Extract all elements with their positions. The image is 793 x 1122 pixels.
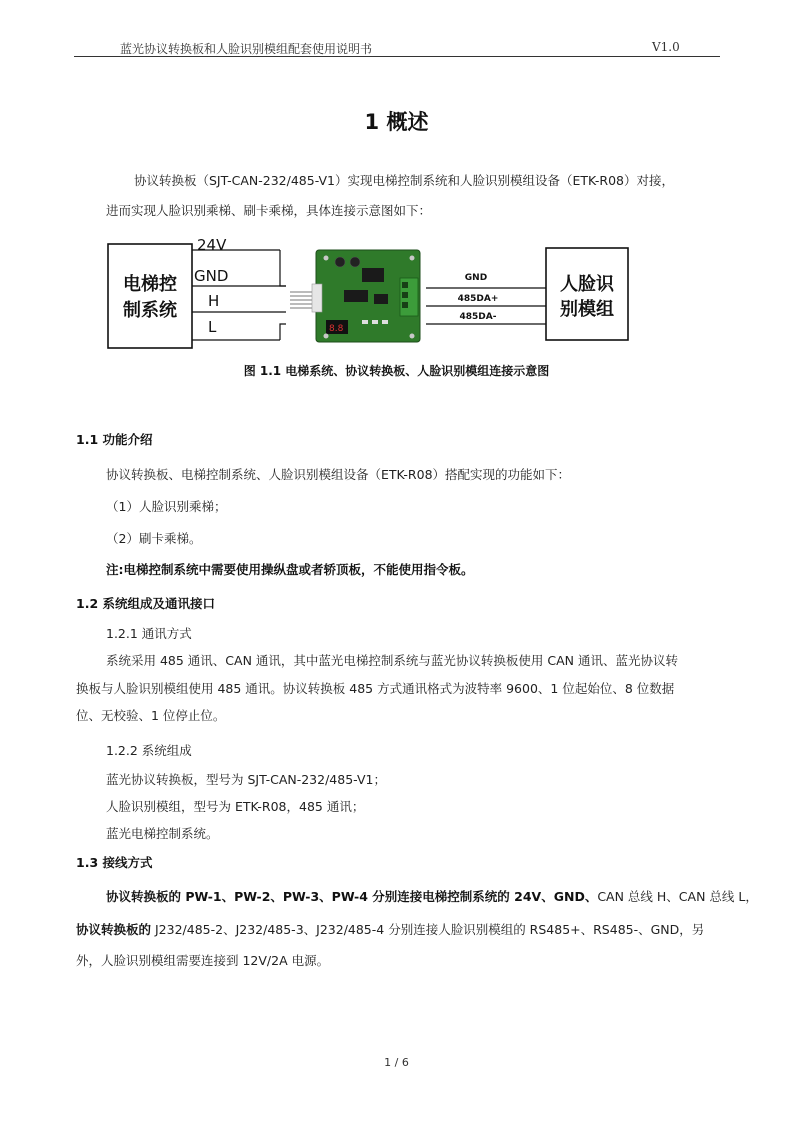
wire-label-l: L <box>208 318 217 336</box>
wire-label-485da-minus: 485DA- <box>459 312 497 322</box>
s11-item-2: （2）刷卡乘梯。 <box>106 531 202 546</box>
s12-component-3: 蓝光电梯控制系统。 <box>106 826 219 841</box>
connection-diagram <box>100 228 640 358</box>
wire-label-right-gnd: GND <box>464 273 488 283</box>
left-box-label-1: 电梯控 <box>123 274 177 295</box>
s12-p1-line1: 系统采用 485 通讯、CAN 通讯，其中蓝光电梯控制系统与蓝光协议转换板使用 CAN 通讯、蓝光协议转 <box>106 653 678 668</box>
svg-text:8.8: 8.8 <box>329 324 344 334</box>
s12-p1-line2: 换板与人脸识别模组使用 485 通讯。协议转换板 485 方式通讯格式为波特率 9600、1 位起始位、8 位数据 <box>76 681 675 696</box>
page-number: 1 / 6 <box>384 1056 409 1069</box>
wire-label-485da-plus: 485DA+ <box>457 294 499 304</box>
ribbon-connector <box>290 292 314 308</box>
elevator-control-box <box>108 244 192 348</box>
section-1-1-heading: 1.1 功能介绍 <box>76 432 153 447</box>
intro-line-2: 进而实现人脸识别乘梯、刷卡乘梯，具体连接示意图如下： <box>106 203 432 218</box>
s13-line-3: 外，人脸识别模组需要连接到 12V/2A 电源。 <box>76 953 330 968</box>
s12-p1-line3: 位、无校验、1 位停止位。 <box>76 708 226 723</box>
header-doc-title: 蓝光协议转换板和人脸识别模组配套使用说明书 <box>120 42 373 56</box>
s13-line-1-bold: 协议转换板的 PW-1、PW-2、PW-3、PW-4 分别连接电梯控制系统的 24V、GND、 <box>106 889 598 904</box>
right-box-label-2: 别模组 <box>560 299 614 320</box>
left-box-label-2: 制系统 <box>123 300 177 321</box>
section-1-2-heading: 1.2 系统组成及通讯接口 <box>76 596 215 611</box>
s13-line-2 <box>76 920 704 938</box>
section-1-3-heading: 1.3 接线方式 <box>76 855 153 870</box>
header-version: V1.0 <box>652 40 680 54</box>
s11-note: 注:电梯控制系统中需要使用操纵盘或者轿顶板，不能使用指令板。 <box>106 562 474 577</box>
figure-caption: 图 1.1 电梯系统、协议转换板、人脸识别模组连接示意图 <box>243 364 550 378</box>
s12-component-2: 人脸识别模组，型号为 ETK-R08，485 通讯； <box>106 799 365 814</box>
wire-label-h: H <box>208 292 220 310</box>
s11-intro: 协议转换板、电梯控制系统、人脸识别模组设备（ETK-R08）搭配实现的功能如下： <box>106 467 571 482</box>
right-box-label-1: 人脸识 <box>560 274 614 295</box>
s12-sub2: 1.2.2 系统组成 <box>106 743 192 758</box>
s13-line-1 <box>106 887 758 905</box>
s12-sub1: 1.2.1 通讯方式 <box>106 626 192 641</box>
s13-line-1-rest: CAN 总线 H、CAN 总线 L， <box>597 889 758 904</box>
wire-label-gnd: GND <box>194 267 229 285</box>
wire-label-24v: 24V <box>197 236 227 254</box>
intro-line-1: 协议转换板（SJT-CAN-232/485-V1）实现电梯控制系统和人脸识别模组设备（ETK-R08）对接， <box>134 173 674 188</box>
pcb-board-image <box>312 250 420 342</box>
s13-line-2-rest: J232/485-2、J232/485-3、J232/485-4 分别连接人脸识别模组的 RS485+、RS485-、GND，另 <box>151 922 705 937</box>
s12-component-1: 蓝光协议转换板，型号为 SJT-CAN-232/485-V1； <box>106 772 386 787</box>
chapter-title: 1 概述 <box>364 110 429 134</box>
header-rule <box>74 56 720 57</box>
s11-item-1: （1）人脸识别乘梯； <box>106 499 227 514</box>
s13-line-2-bold: 协议转换板的 <box>76 922 152 937</box>
